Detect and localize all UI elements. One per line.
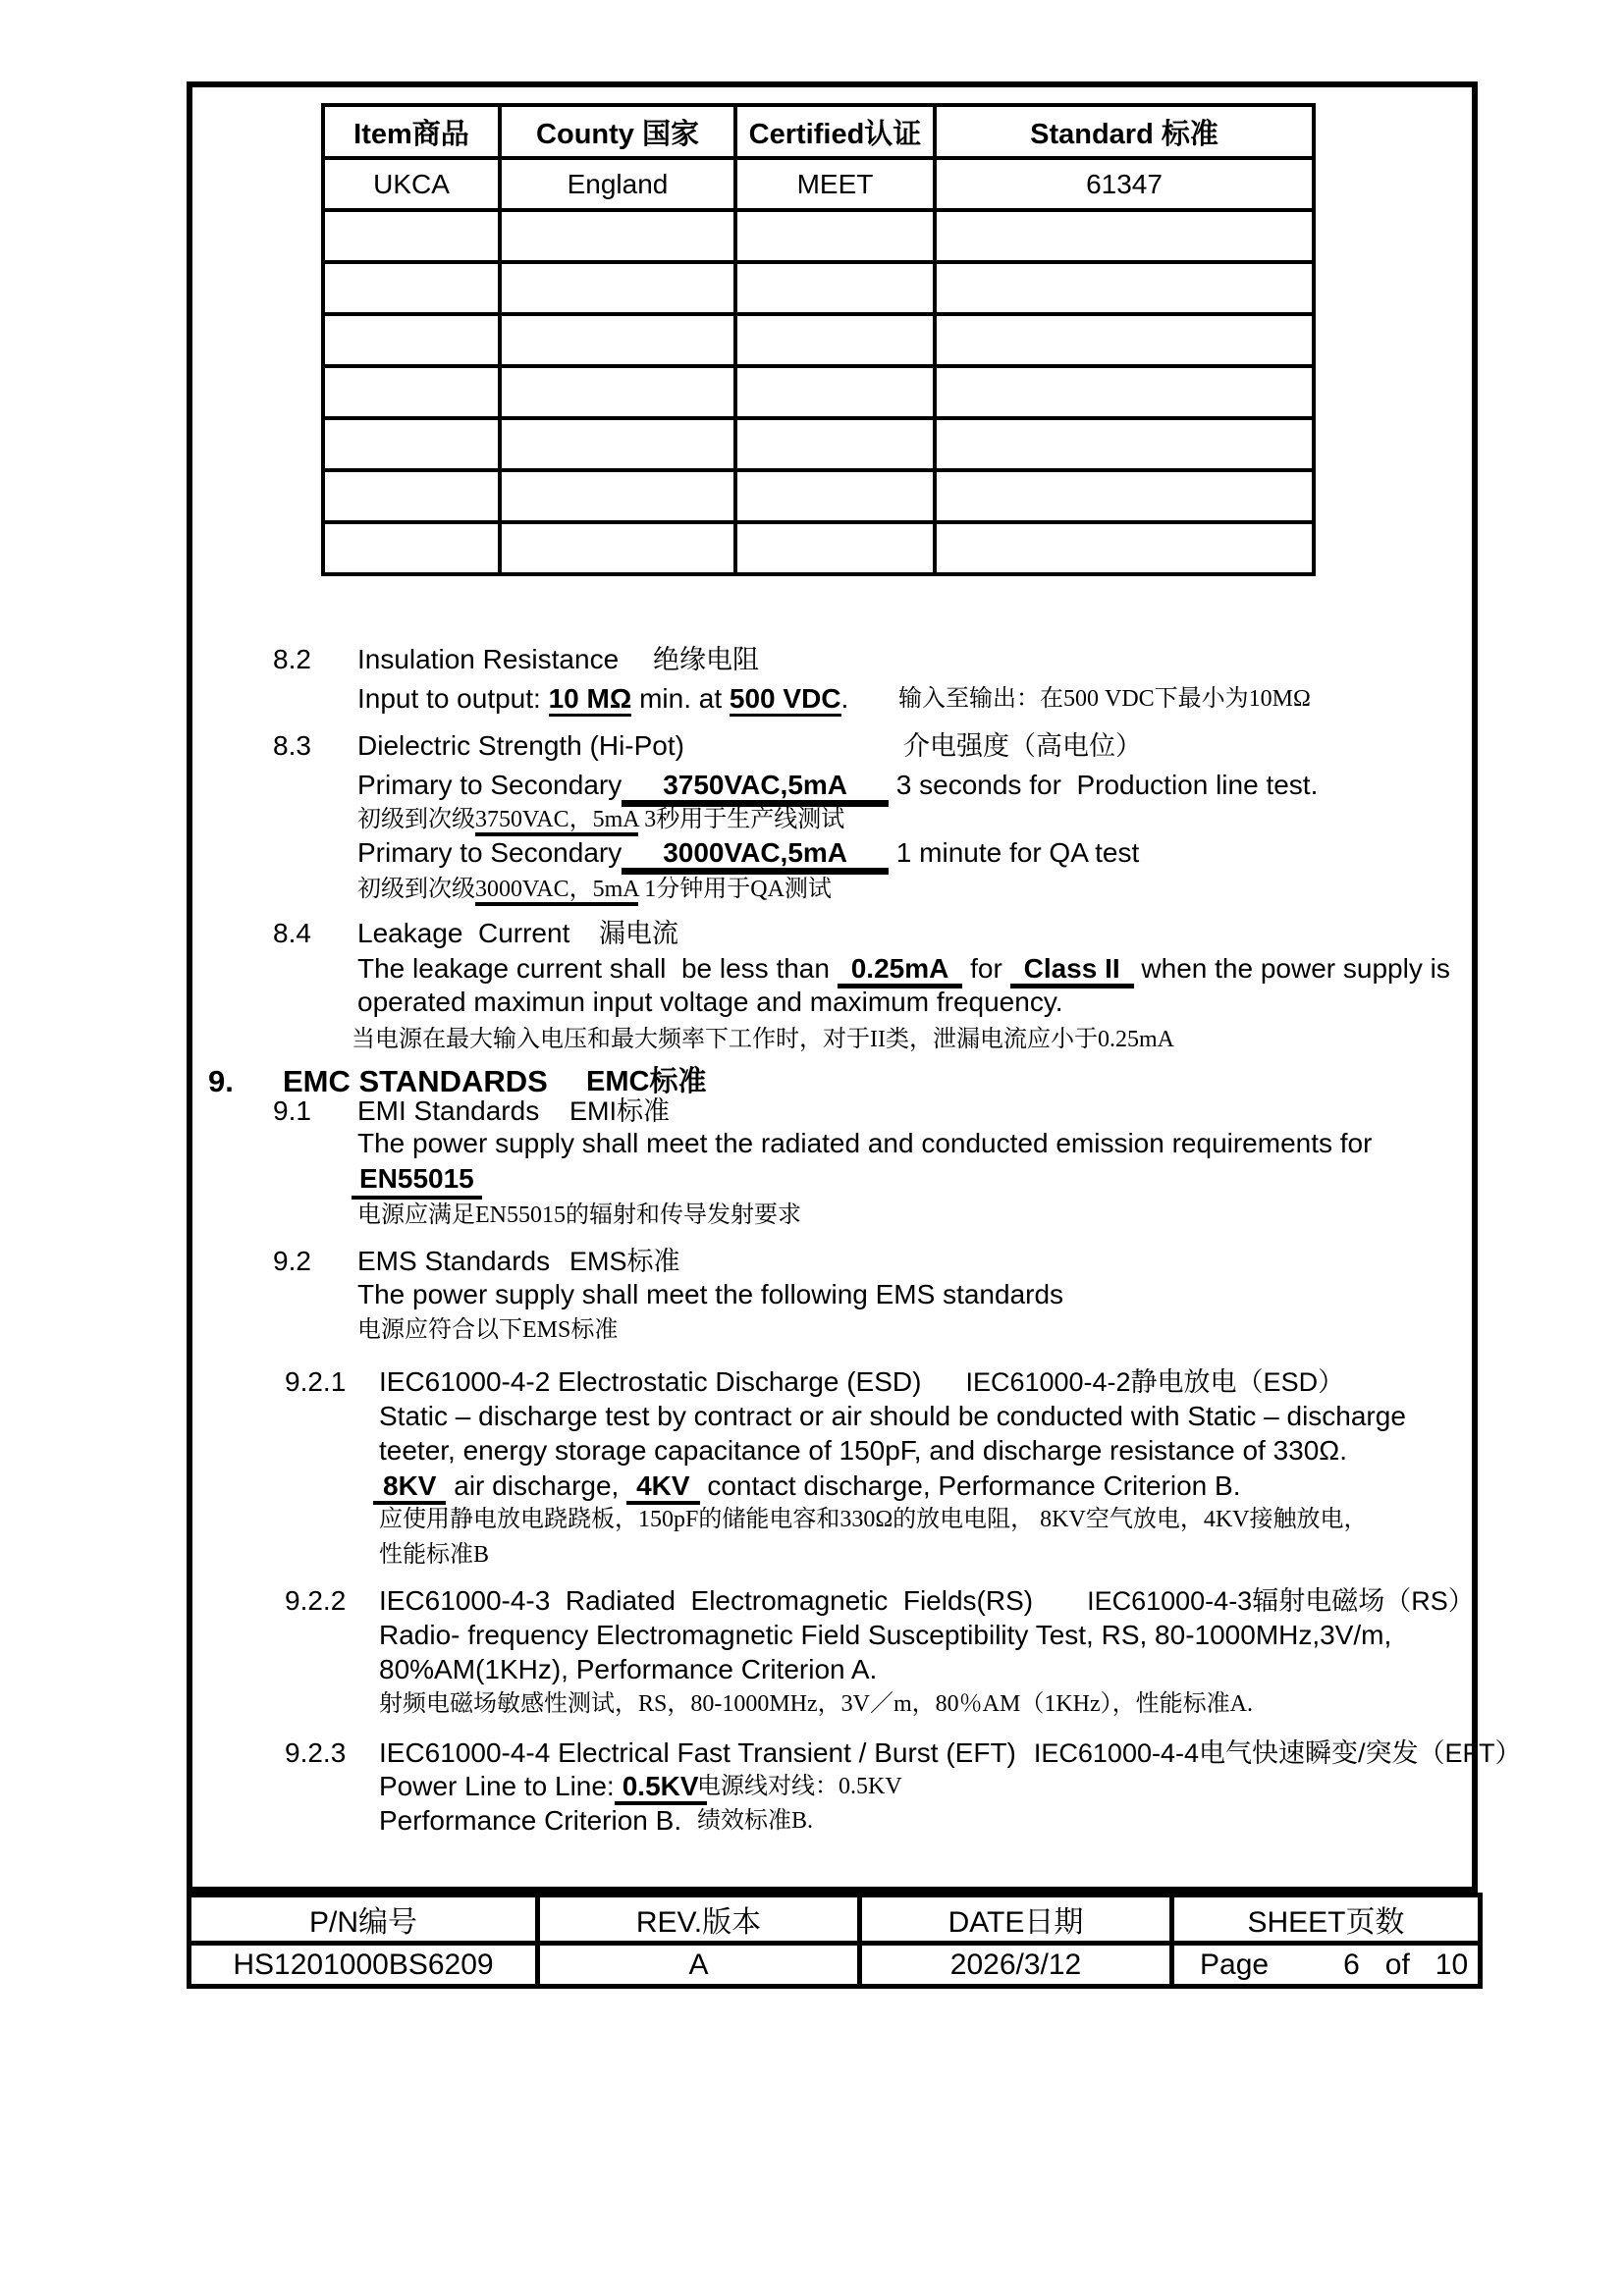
section-9-2-3-heading [0,1736,1624,1772]
section-title-en: IEC61000-4-4 Electrical Fast Transient / Burst (EFT) [379,1737,1016,1768]
section-title-en: IEC61000-4-3 Radiated Electromagnetic Fields(RS) [379,1585,1034,1616]
text-run: 1 minute for QA test [889,837,1140,868]
text-run: for [962,953,1010,984]
section-title [379,1736,1522,1770]
emi-standard-line [0,1162,1624,1198]
footer-header-rev: REV.版本 [538,1896,860,1944]
hipot-production-line [0,769,1624,804]
emi-requirement-text: The power supply shall meet the radiated and conducted emission requirements for [357,1128,1373,1158]
footer-value-row [189,1944,1481,1987]
rs-test-text-zh: 射频电磁场敏感性测试，RS，80-1000MHz，3V／m，80％AM（1KHz），性能标准A. [379,1691,1253,1717]
cert-cell-empty [935,314,1314,366]
rs-test-line-zh [0,1687,1624,1723]
page-label: Page [1200,1948,1270,1981]
rs-test-text1: Radio- frequency Electromagnetic Field Susceptibility Test, RS, 80-1000MHz,3V/m, [379,1620,1392,1650]
cert-cell-empty [500,470,735,522]
ems-requirement-line-zh [0,1313,1624,1349]
footer-header-pn: P/N编号 [189,1896,538,1944]
section-number: 9.1 [273,1095,311,1126]
footer-rev-value: A [538,1944,860,1987]
section-title-en: Dielectric Strength (Hi-Pot) [357,730,684,761]
section-title-en: IEC61000-4-2 Electrostatic Discharge (ESD) [379,1366,922,1397]
section-9-2-heading [0,1245,1624,1280]
cert-empty-row [323,470,1314,522]
esd-test-text-zh2: 性能标准B [379,1542,490,1568]
cert-cell-empty [500,522,735,574]
cert-empty-row [323,522,1314,574]
cert-cell-empty [735,522,935,574]
cert-cell-empty [323,470,500,522]
hipot-qa-value-zh: 3000VAC，5mA [475,877,638,906]
cert-empty-row [323,210,1314,262]
cert-cell-country: England [500,158,735,210]
leakage-current-text-zh: 当电源在最大输入电压和最大频率下工作时，对于II类，泄漏电流应小于0.25mA [352,1027,1174,1052]
footer-header-sheet: SHEET页数 [1172,1896,1481,1944]
esd-test-text-zh1: 应使用静电放电跷跷板，150pF的储能电容和330Ω的放电电阻， 8KV空气放电，4KV接触放电， [379,1507,1368,1532]
section-8-4-heading [0,917,1624,952]
cert-cell-empty [935,366,1314,418]
text-run: when the power supply is [1133,953,1450,984]
text-run: 3 seconds for Production line test. [889,770,1319,800]
cert-data-row [323,158,1314,210]
esd-test-text1: Static – discharge test by contract or air should be conducted with Static – discharge [379,1401,1406,1431]
cert-cell-empty [323,522,500,574]
cert-cell-empty [323,366,500,418]
section-title-zh: 绝缘电阻 [653,645,759,674]
cert-cell-empty [323,418,500,470]
cert-cell-empty [323,314,500,366]
hipot-production-text [357,769,1318,802]
text-run: air discharge, [446,1470,627,1501]
esd-levels-line [0,1469,1624,1505]
cert-empty-row [323,314,1314,366]
footer-header-row [189,1896,1481,1944]
cert-cell-empty [935,262,1314,314]
rs-test-line1 [0,1619,1624,1654]
emi-standard-value: EN55015 [352,1162,482,1200]
cert-cell-standard: 61347 [935,158,1314,210]
footer-header-date: DATE日期 [860,1896,1172,1944]
text-run: Input to output: [357,683,549,714]
footer-date-value: 2026/3/12 [860,1944,1172,1987]
cert-cell-empty [500,210,735,262]
text-run: . [840,683,849,714]
esd-test-line1 [0,1400,1624,1435]
section-title-zh: IEC61000-4-2静电放电（ESD） [965,1367,1345,1397]
section-title-zh: EMI标准 [569,1096,671,1126]
eft-level-value: 0.5KV [615,1771,707,1805]
section-title [379,1584,1475,1618]
esd-test-text2: teeter, energy storage capacitance of 150pF, and discharge resistance of 330Ω. [379,1435,1348,1466]
cert-header-country: County 国家 [500,105,735,158]
rs-test-line2 [0,1653,1624,1688]
cert-cell-empty [735,210,935,262]
insulation-test-voltage: 500 VDC [730,683,841,717]
esd-air-value: 8KV [373,1470,446,1505]
hipot-qa-line [0,836,1624,872]
leakage-current-text2: operated maximun input voltage and maximum frequency. [357,987,1063,1017]
hipot-qa-text-zh [357,873,832,906]
section-number: 9.2.1 [285,1366,347,1397]
emi-requirement-text-zh: 电源应满足EN55015的辐射和传导发射要求 [357,1202,801,1228]
section-title-zh: IEC61000-4-4电气快速瞬变/突发（EFT） [1033,1738,1522,1768]
hipot-production-value: 3750VAC,5mA [622,770,889,807]
leakage-current-line2 [0,986,1624,1021]
leakage-current-value: 0.25mA [838,953,963,988]
section-number: 8.4 [273,918,311,948]
section-title-zh: 漏电流 [599,919,678,948]
footer-table [187,1893,1483,1989]
cert-header-item: Item商品 [323,105,500,158]
section-number: 9. [208,1064,234,1098]
hipot-qa-text [357,836,1139,870]
eft-level-text [379,1770,707,1803]
cert-empty-row [323,262,1314,314]
cert-cell-empty [735,314,935,366]
hipot-production-value-zh: 3750VAC，5mA [475,807,638,836]
leakage-class-value: Class II [1010,953,1134,988]
footer-sheet-value [1172,1944,1481,1987]
insulation-spec-text [357,682,848,716]
text-run: Primary to Secondary [357,770,623,800]
leakage-current-line1 [0,952,1624,988]
cert-header-row [323,105,1314,158]
leakage-current-text [357,952,1450,986]
cert-cell-empty [323,210,500,262]
eft-criterion-text-zh: 绩效标准B. [697,1808,814,1834]
section-title-zh: EMC标准 [586,1066,707,1097]
hipot-qa-line-zh [0,873,1624,908]
hipot-qa-value: 3000VAC,5mA [622,837,889,875]
cert-cell-empty [500,418,735,470]
section-title-en: Leakage Current [357,918,570,948]
eft-level-line [0,1770,1624,1805]
esd-levels-text [373,1469,1241,1503]
section-title-en: EMC STANDARDS [283,1064,548,1098]
certification-table [321,103,1316,576]
cert-header-certified: Certified认证 [735,105,935,158]
cert-cell-empty [323,262,500,314]
cert-cell-empty [935,522,1314,574]
hipot-production-text-zh [357,803,844,836]
esd-test-line-zh1 [0,1503,1624,1538]
section-title-zh: 介电强度（高电位） [903,731,1142,761]
ems-requirement-line [0,1278,1624,1313]
ems-requirement-text-zh: 电源应符合以下EMS标准 [357,1317,619,1343]
cert-header-standard: Standard 标准 [935,105,1314,158]
section-number: 9.2 [273,1246,311,1276]
page-of-label: of [1384,1948,1410,1981]
eft-criterion-line [0,1804,1624,1840]
esd-test-line-zh2 [0,1538,1624,1574]
insulation-min-value: 10 MΩ [549,683,632,717]
eft-criterion-text: Performance Criterion B. [379,1805,682,1836]
hipot-production-line-zh [0,803,1624,838]
cert-cell-empty [500,314,735,366]
text-run: Primary to Secondary [357,837,623,868]
cert-cell-empty [735,262,935,314]
section-8-2-heading [0,643,1624,678]
section-8-2-body [0,682,1624,718]
cert-cell-empty [735,418,935,470]
section-title-en: EMI Standards [357,1095,540,1126]
section-8-3-heading [0,729,1624,765]
text-run: The leakage current shall be less than [357,953,838,984]
section-9-1-heading [0,1095,1624,1130]
section-title-zh: IEC61000-4-3辐射电磁场（RS） [1087,1586,1475,1616]
section-number: 8.2 [273,644,311,674]
cert-cell-certified: MEET [735,158,935,210]
text-run: Power Line to Line: [379,1771,615,1801]
text-run: min. at [631,683,730,714]
cert-cell-empty [500,366,735,418]
page-total: 10 [1435,1948,1469,1981]
cert-cell-empty [935,470,1314,522]
section-number: 9.2.3 [285,1737,347,1768]
section-title-zh: EMS标准 [569,1247,680,1276]
page-current: 6 [1343,1948,1360,1981]
emi-requirement-line-zh [0,1199,1624,1234]
cert-cell-item: UKCA [323,158,500,210]
text-run: 初级到次级 [357,877,475,902]
emi-requirement-line [0,1127,1624,1162]
text-run: 初级到次级 [357,807,475,832]
eft-level-text-zh: 电源线对线：0.5KV [697,1774,902,1799]
cert-cell-empty [935,210,1314,262]
esd-contact-value: 4KV [626,1470,699,1505]
footer-pn-value: HS1201000BS6209 [189,1944,538,1987]
ems-requirement-text: The power supply shall meet the following EMS standards [357,1279,1064,1309]
cert-cell-empty [935,418,1314,470]
section-title-en: EMS Standards [357,1246,551,1276]
cert-cell-empty [735,366,935,418]
section-title-en: Insulation Resistance [357,644,620,674]
section-title [379,1365,1344,1399]
rs-test-text2: 80%AM(1KHz), Performance Criterion A. [379,1654,878,1684]
section-number: 8.3 [273,730,311,761]
cert-empty-row [323,418,1314,470]
cert-cell-empty [500,262,735,314]
cert-empty-row [323,366,1314,418]
cert-cell-empty [735,470,935,522]
section-9-2-1-heading [0,1365,1624,1401]
section-9-2-2-heading [0,1584,1624,1620]
esd-test-line2 [0,1434,1624,1469]
text-run: 1分钟用于QA测试 [638,877,832,902]
insulation-spec-text-zh: 输入至输出：在500 VDC下最小为10MΩ [898,686,1311,712]
section-number: 9.2.2 [285,1585,347,1616]
text-run: contact discharge, Performance Criterion B. [699,1470,1241,1501]
leakage-current-line-zh [0,1023,1624,1058]
text-run: 3秒用于生产线测试 [638,807,845,832]
